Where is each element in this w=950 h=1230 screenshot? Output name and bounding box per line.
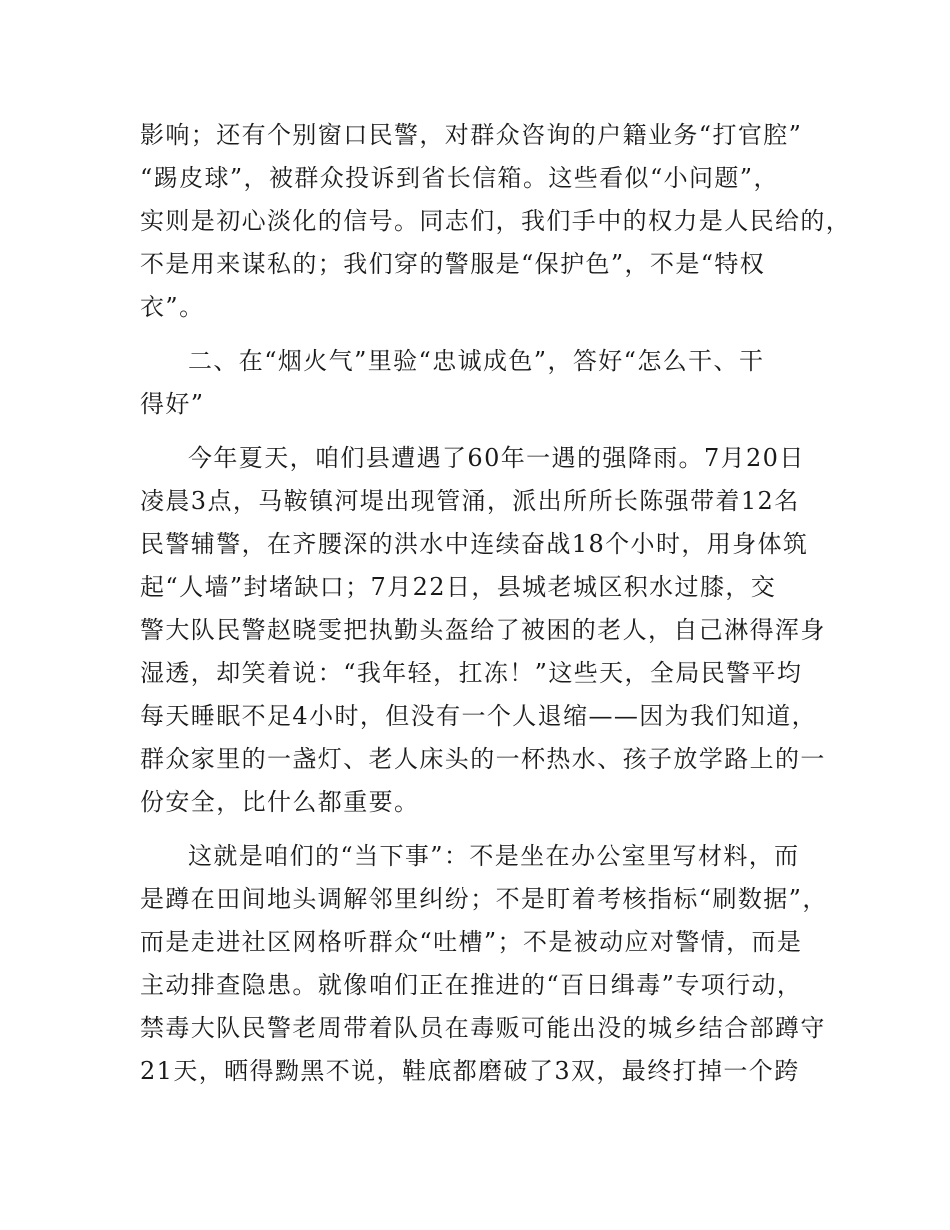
text-line: 这就是咱们的“当下事”：不是坐在办公室里写材料，而 <box>188 842 800 870</box>
paragraph-1 <box>140 114 852 329</box>
text-line: 凌晨3点，马鞍镇河堤出现管涌，派出所所长陈强带着12名 <box>140 487 800 515</box>
text-line: 群众家里的一盏灯、老人床头的一杯热水、孩子放学路上的一 <box>140 745 826 773</box>
text-line: 禁毒大队民警老周带着队员在毒贩可能出没的城乡结合部蹲守 <box>140 1014 826 1042</box>
text-line: 21天，晒得黝黑不说，鞋底都磨破了3双，最终打掉一个跨 <box>140 1057 800 1085</box>
text-line: 警大队民警赵晓雯把执勤头盔给了被困的老人，自己淋得浑身 <box>140 616 826 644</box>
text-line: 主动排查隐患。就像咱们正在推进的“百日缉毒”专项行动， <box>140 971 803 999</box>
paragraph-2 <box>140 437 830 824</box>
text-line: 民警辅警，在齐腰深的洪水中连续奋战18个小时，用身体筑 <box>140 530 809 558</box>
section-heading-2 <box>140 340 830 426</box>
text-line: 起“人墙”封堵缺口；7月22日，县城老城区积水过膝，交 <box>140 573 777 601</box>
paragraph-spacing <box>140 824 830 835</box>
text-line: 影响；还有个别窗口民警，对群众咨询的户籍业务“打官腔” <box>140 121 803 149</box>
text-line: 不是用来谋私的；我们穿的警服是“保护色”，不是“特权 <box>140 250 766 278</box>
text-line: 是蹲在田间地头调解邻里纠纷；不是盯着考核指标“刷数据”， <box>140 885 828 913</box>
text-line: “踢皮球”，被群众投诉到省长信箱。这些看似“小问题”， <box>140 164 779 192</box>
text-line: 份安全，比什么都重要。 <box>140 788 420 816</box>
text-line: 而是走进社区网格听群众“吐槽”；不是被动应对警情，而是 <box>140 928 803 956</box>
text-line: 今年夏天，咱们县遭遇了60年一遇的强降雨。7月20日 <box>188 444 805 472</box>
text-line: 每天睡眠不足4小时，但没有一个人退缩——因为我们知道， <box>140 702 818 730</box>
paragraph-spacing <box>140 426 830 437</box>
document-body <box>140 114 852 1093</box>
text-line: 衣”。 <box>140 293 205 321</box>
paragraph-spacing <box>140 329 830 340</box>
paragraph-3 <box>140 835 830 1093</box>
text-line: 湿透，却笑着说：“我年轻，扛冻！”这些天，全局民警平均 <box>140 659 803 687</box>
heading-line: 二、在“烟火气”里验“忠诚成色”，答好“怎么干、干 <box>188 347 765 375</box>
text-line: 实则是初心淡化的信号。同志们，我们手中的权力是人民给的， <box>140 207 852 235</box>
heading-line: 得好” <box>140 390 205 418</box>
